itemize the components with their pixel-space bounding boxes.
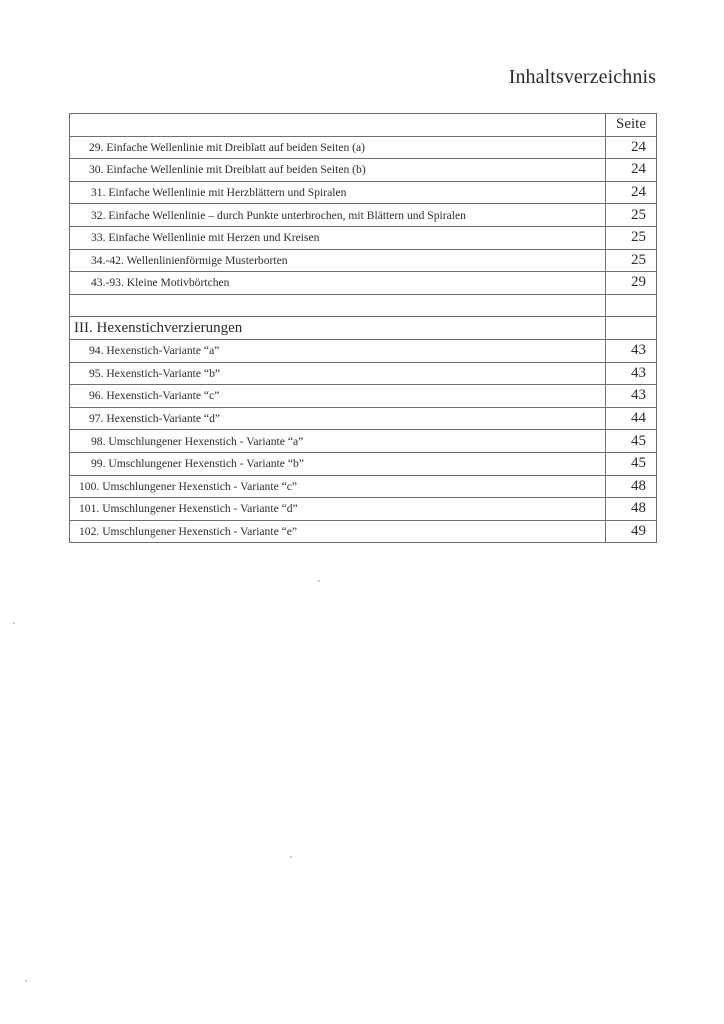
entry-title: 43.-93. Kleine Motivbörtchen <box>70 272 606 295</box>
entry-title: 99. Umschlungener Hexenstich - Variante “b” <box>70 452 606 475</box>
entry-page: 29 <box>606 272 657 295</box>
table-row <box>70 136 657 159</box>
entry-title: 102. Umschlungener Hexenstich - Variante “e” <box>70 520 606 543</box>
entry-page: 49 <box>606 520 657 543</box>
table-row <box>70 204 657 227</box>
entry-title: 98. Umschlungener Hexenstich - Variante “a” <box>70 430 606 453</box>
table-row <box>70 339 657 362</box>
header-title-cell <box>70 114 606 137</box>
scan-speck <box>318 580 320 582</box>
table-row <box>70 181 657 204</box>
entry-title: 30. Einfache Wellenlinie mit Dreiblatt auf beiden Seiten (b) <box>70 159 606 182</box>
entry-title: 29. Einfache Wellenlinie mit Dreiblatt auf beiden Seiten (a) <box>70 136 606 159</box>
entry-page: 25 <box>606 226 657 249</box>
entry-page: 43 <box>606 385 657 408</box>
section-heading-row <box>70 317 657 340</box>
blank-row <box>70 294 657 317</box>
section-title: III. Hexenstichverzierungen <box>70 317 606 340</box>
table-row <box>70 475 657 498</box>
table-row <box>70 159 657 182</box>
header-page-cell: Seite <box>606 114 657 137</box>
entry-page: 43 <box>606 339 657 362</box>
blank-cell <box>70 294 606 317</box>
table-row <box>70 272 657 295</box>
entry-title: 96. Hexenstich-Variante “c” <box>70 385 606 408</box>
blank-cell <box>606 294 657 317</box>
table-of-contents <box>69 113 657 543</box>
entry-title: 95. Hexenstich-Variante “b” <box>70 362 606 385</box>
table-row <box>70 452 657 475</box>
section-page <box>606 317 657 340</box>
scan-speck <box>25 980 27 982</box>
scan-speck <box>13 622 15 624</box>
entry-page: 48 <box>606 498 657 521</box>
entry-title: 97. Hexenstich-Variante “d” <box>70 407 606 430</box>
entry-page: 24 <box>606 181 657 204</box>
entry-page: 43 <box>606 362 657 385</box>
entry-page: 45 <box>606 430 657 453</box>
entry-title: 94. Hexenstich-Variante “a” <box>70 339 606 362</box>
entry-title: 33. Einfache Wellenlinie mit Herzen und Kreisen <box>70 226 606 249</box>
page-title: Inhaltsverzeichnis <box>508 66 656 88</box>
table-row <box>70 385 657 408</box>
entry-page: 48 <box>606 475 657 498</box>
entry-title: 100. Umschlungener Hexenstich - Variante “c” <box>70 475 606 498</box>
table-row <box>70 430 657 453</box>
entry-title: 101. Umschlungener Hexenstich - Variante “d” <box>70 498 606 521</box>
scan-speck <box>290 856 292 858</box>
entry-page: 45 <box>606 452 657 475</box>
table-row <box>70 249 657 272</box>
entry-page: 25 <box>606 249 657 272</box>
entry-title: 34.-42. Wellenlinienförmige Musterborten <box>70 249 606 272</box>
table-row <box>70 498 657 521</box>
entry-title: 32. Einfache Wellenlinie – durch Punkte unterbrochen, mit Blättern und Spiralen <box>70 204 606 227</box>
entry-page: 24 <box>606 159 657 182</box>
entry-page: 25 <box>606 204 657 227</box>
table-row <box>70 226 657 249</box>
entry-page: 24 <box>606 136 657 159</box>
table-row <box>70 520 657 543</box>
entry-title: 31. Einfache Wellenlinie mit Herzblättern und Spiralen <box>70 181 606 204</box>
table-row <box>70 362 657 385</box>
table-header-row <box>70 114 657 137</box>
entry-page: 44 <box>606 407 657 430</box>
table-row <box>70 407 657 430</box>
